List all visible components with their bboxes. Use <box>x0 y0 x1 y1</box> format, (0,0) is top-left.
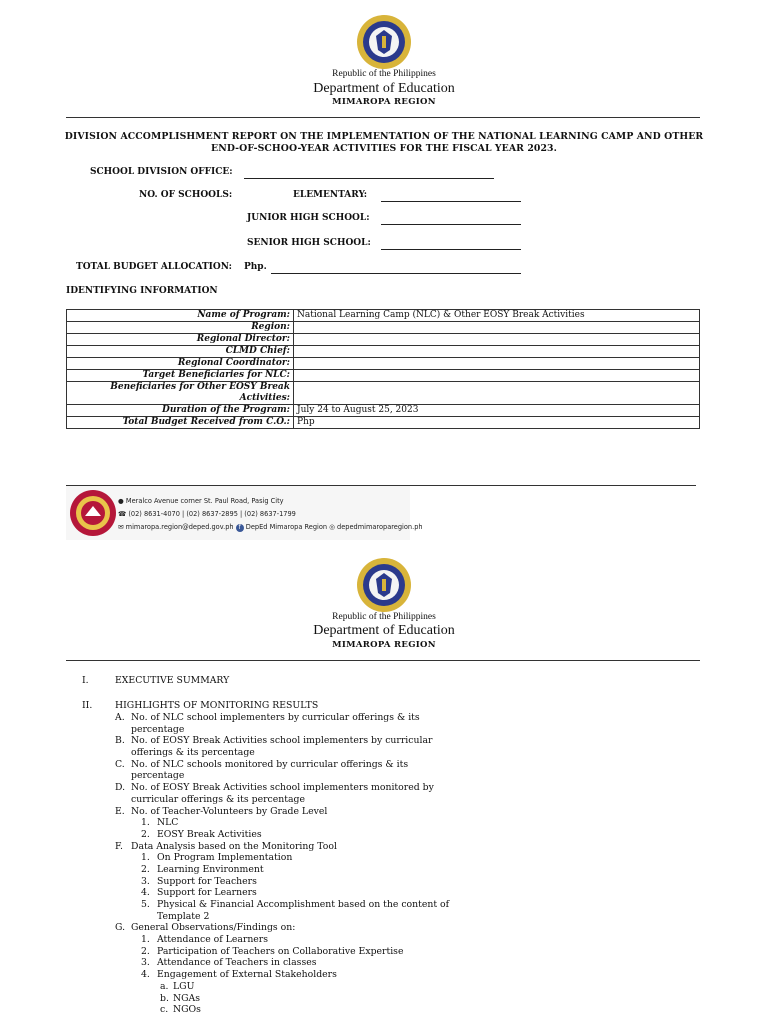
list-text: offerings & its percentage <box>131 747 255 759</box>
row-value[interactable]: National Learning Camp (NLC) & Other EOSY Break Activities <box>294 310 700 322</box>
row-key: Name of Program: <box>67 310 294 322</box>
list-item <box>115 724 515 736</box>
footer-address <box>118 497 284 505</box>
list-marker: 4. <box>141 887 150 899</box>
table-row <box>67 322 700 334</box>
row-value[interactable] <box>294 322 700 334</box>
list-item <box>115 735 515 747</box>
row-value[interactable] <box>294 346 700 358</box>
section-ii-title: HIGHLIGHTS OF MONITORING RESULTS <box>115 700 319 711</box>
section-i-number: I. <box>82 675 89 686</box>
budget-prefix: Php. <box>244 262 267 272</box>
list-item <box>115 887 515 899</box>
list-text: Data Analysis based on the Monitoring Tool <box>131 840 337 852</box>
list-marker: 1. <box>141 817 150 829</box>
row-value[interactable]: Php <box>294 417 700 429</box>
row-key: Target Beneficiaries for NLC: <box>67 370 294 382</box>
schools-label: NO. OF SCHOOLS: <box>139 190 233 200</box>
elementary-field[interactable] <box>381 201 521 202</box>
shs-label: SENIOR HIGH SCHOOL: <box>247 238 371 248</box>
list-marker: E. <box>115 805 125 817</box>
monitoring-outline-list <box>115 712 515 1016</box>
list-marker: C. <box>115 758 125 770</box>
location-pin-icon: ● <box>118 497 124 505</box>
list-item <box>115 946 515 958</box>
list-item <box>115 922 515 934</box>
row-value[interactable] <box>294 370 700 382</box>
list-marker: a. <box>160 980 169 992</box>
regional-office-logo-icon <box>69 489 117 537</box>
list-marker: 2. <box>141 828 150 840</box>
list-item <box>115 969 515 981</box>
section-i-title: EXECUTIVE SUMMARY <box>115 675 230 686</box>
row-key: CLMD Chief: <box>67 346 294 358</box>
list-item <box>115 957 515 969</box>
list-text: LGU <box>173 980 195 992</box>
list-marker: 2. <box>141 863 150 875</box>
list-marker: 1. <box>141 852 150 864</box>
list-item <box>115 841 515 853</box>
table-row <box>67 382 700 405</box>
list-item <box>115 759 515 771</box>
facebook-link[interactable]: DepEd Mimaropa Region <box>245 523 328 531</box>
list-marker: A. <box>115 712 125 723</box>
list-text: Support for Teachers <box>157 875 257 887</box>
list-text: Attendance of Teachers in classes <box>157 957 317 969</box>
section-ii-number: II. <box>82 700 93 711</box>
row-key: Beneficiaries for Other EOSY Break Activities: <box>67 382 294 405</box>
list-item <box>115 934 515 946</box>
list-marker: b. <box>160 992 169 1004</box>
table-row <box>67 370 700 382</box>
region-name: MIMAROPA REGION <box>332 97 436 107</box>
list-marker: 5. <box>141 899 150 910</box>
row-key: Total Budget Received from C.O.: <box>67 417 294 429</box>
republic-text-page2: Republic of the Philippines <box>332 612 436 622</box>
phones-text: (02) 8631-4070 | (02) 8637-2895 | (02) 8637-1799 <box>128 510 296 518</box>
list-text: Physical & Financial Accomplishment based on the content of <box>157 899 450 910</box>
row-key: Region: <box>67 322 294 334</box>
list-item <box>115 712 515 724</box>
list-item <box>115 864 515 876</box>
list-item <box>115 852 515 864</box>
website-link[interactable]: depedmimaroparegion.ph <box>337 523 423 531</box>
email-icon: ✉ <box>118 523 124 531</box>
budget-label: TOTAL BUDGET ALLOCATION: <box>76 262 232 272</box>
department-title-page2: Department of Education <box>313 623 455 638</box>
table-row <box>67 358 700 370</box>
republic-text: Republic of the Philippines <box>332 69 436 79</box>
list-text: Template 2 <box>157 910 210 922</box>
table-row <box>67 417 700 429</box>
list-item <box>115 993 515 1005</box>
list-text: No. of NLC school implementers by curricular offerings & its <box>131 712 420 723</box>
address-text: Meralco Avenue corner St. Paul Road, Pasig City <box>125 497 284 505</box>
table-row <box>67 405 700 417</box>
list-text: On Program Implementation <box>157 852 293 864</box>
list-text: No. of EOSY Break Activities school implementers by curricular <box>131 735 433 747</box>
row-key: Regional Director: <box>67 334 294 346</box>
sdo-field[interactable] <box>244 178 494 179</box>
row-key: Regional Coordinator: <box>67 358 294 370</box>
list-text: Participation of Teachers on Collaborative Expertise <box>157 945 404 957</box>
list-marker: F. <box>115 840 123 852</box>
row-value[interactable]: July 24 to August 25, 2023 <box>294 405 700 417</box>
list-item <box>115 794 515 806</box>
phone-icon: ☎ <box>118 510 127 518</box>
list-text: EOSY Break Activities <box>157 828 262 840</box>
list-marker: G. <box>115 922 126 934</box>
department-title: Department of Education <box>313 81 455 96</box>
list-marker: 4. <box>141 969 150 981</box>
footer-phones <box>118 510 296 518</box>
list-item <box>115 770 515 782</box>
email-link[interactable]: mimaropa.region@deped.gov.ph <box>125 523 234 531</box>
header-divider-page2 <box>66 660 700 661</box>
list-marker: B. <box>115 735 125 747</box>
facebook-icon: f <box>236 524 244 532</box>
list-item <box>115 782 515 794</box>
elementary-label: ELEMENTARY: <box>293 190 368 200</box>
list-marker: 3. <box>141 875 150 887</box>
list-text: No. of Teacher-Volunteers by Grade Level <box>131 805 328 817</box>
list-marker: c. <box>160 1004 169 1016</box>
deped-seal-icon-page2 <box>356 557 412 613</box>
identifying-info-table <box>66 309 700 429</box>
list-text: percentage <box>131 723 185 735</box>
header-divider <box>66 117 700 118</box>
row-value[interactable] <box>294 334 700 346</box>
identifying-heading: IDENTIFYING INFORMATION <box>66 286 218 296</box>
list-text: NGAs <box>173 992 201 1004</box>
list-marker: 2. <box>141 945 150 957</box>
row-key: Duration of the Program: <box>67 405 294 417</box>
list-item <box>115 911 515 923</box>
deped-seal-icon <box>356 14 412 70</box>
report-title-line2: END-OF-SCHOO-YEAR ACTIVITIES FOR THE FISCAL YEAR 2023. <box>211 143 557 154</box>
list-item <box>115 981 515 993</box>
list-text: Engagement of External Stakeholders <box>157 969 337 981</box>
shs-field[interactable] <box>381 249 521 250</box>
list-item <box>115 1004 515 1016</box>
list-marker: 1. <box>141 934 150 946</box>
list-item <box>115 806 515 818</box>
list-text: No. of NLC schools monitored by curricular offerings & its <box>131 758 409 770</box>
list-item <box>115 817 515 829</box>
list-item <box>115 829 515 841</box>
budget-field[interactable] <box>271 273 521 274</box>
list-marker: 3. <box>141 957 150 969</box>
table-row <box>67 346 700 358</box>
list-text: curricular offerings & its percentage <box>131 793 305 805</box>
globe-icon: ◎ <box>329 523 335 531</box>
table-row <box>67 334 700 346</box>
list-text: NLC <box>157 817 179 829</box>
footer-contacts <box>118 523 423 532</box>
list-item <box>115 876 515 888</box>
row-value[interactable] <box>294 382 700 405</box>
list-text: Attendance of Learners <box>157 934 269 946</box>
report-title-line1: DIVISION ACCOMPLISHMENT REPORT ON THE IMPLEMENTATION OF THE NATIONAL LEARNING CAMP AND OTHER <box>64 131 704 142</box>
list-text: No. of EOSY Break Activities school implementers monitored by <box>131 782 434 794</box>
list-item <box>115 899 515 911</box>
jhs-field[interactable] <box>381 224 521 225</box>
list-text: percentage <box>131 770 185 782</box>
list-text: Learning Environment <box>157 863 264 875</box>
list-text: NGOs <box>173 1004 201 1016</box>
table-row <box>67 310 700 322</box>
sdo-label: SCHOOL DIVISION OFFICE: <box>90 167 233 177</box>
list-marker: D. <box>115 782 126 794</box>
jhs-label: JUNIOR HIGH SCHOOL: <box>247 213 370 223</box>
row-value[interactable] <box>294 358 700 370</box>
list-text: Support for Learners <box>157 887 257 899</box>
list-text: General Observations/Findings on: <box>131 922 296 934</box>
list-item <box>115 747 515 759</box>
region-name-page2: MIMAROPA REGION <box>332 640 436 650</box>
